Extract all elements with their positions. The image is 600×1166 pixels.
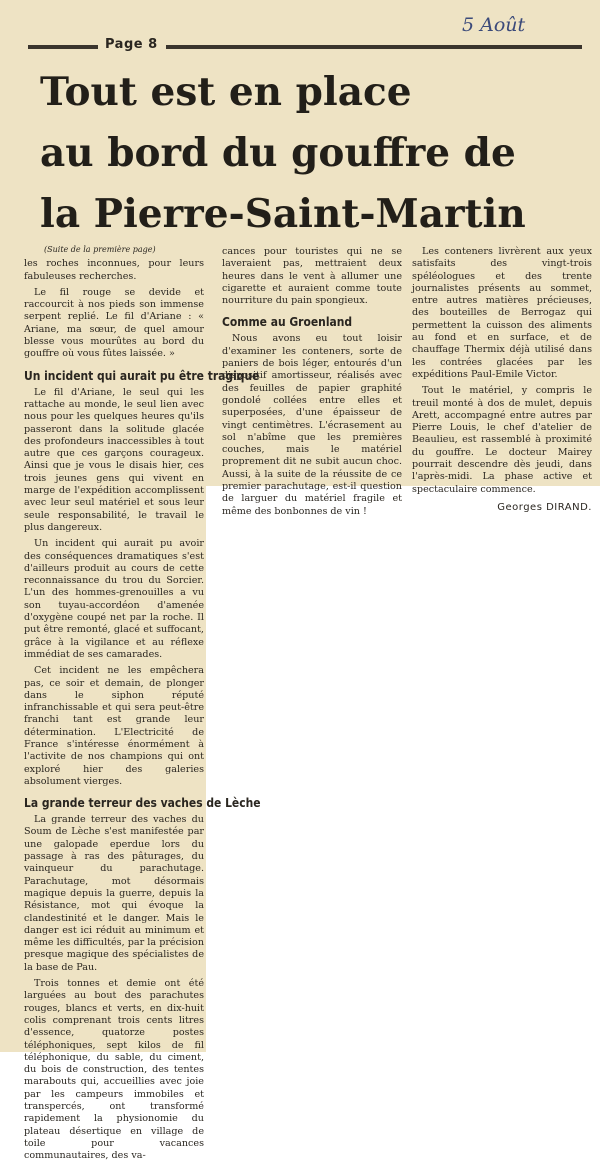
headline-line-2: au bord du gouffre de bbox=[40, 130, 516, 176]
paragraph: Cet incident ne les empêchera pas, ce soir et demain, de plonger dans le siphon réputé infranchissable et qui sera peut-être franchi tant est grande leur détermination. L'Electricité de France s'intéresse énormément à l'activite de nos champions qui ont exploré hier des galeries absolument vierges. bbox=[24, 665, 204, 787]
headline-line-3: la Pierre-Saint-Martin bbox=[40, 191, 526, 237]
paragraph: Nous avons eu tout loisir d'examiner les conteners, sorte de paniers de bois léger, entourés d'un dispositif amortisseur, réalisés avec des feuilles de papier graphité gondolé collées entre elles et superposées, d'une épaisseur de vingt centimètres. L'écrasement au sol n'abîme que les premières couches, mais le matériel proprement dit ne subit aucun choc. Aussi, à la suite de la réussite de ce premier parachutage, est-il question de larguer du matériel fragile et même des bonbonnes de vin ! bbox=[222, 333, 402, 517]
paragraph: Le fil d'Ariane, le seul qui les rattache au monde, le seul lien avec nous pour les quelques heures qu'ils passeront dans la solitude glacée des profondeurs inaccessibles à tout autre que ces garçons courageux. Ainsi que je vous le disais hier, ces trois jeunes gens qui vivent en marge de l'expédition accomplissent avec leur seul matériel et sous leur seule responsabilité, le travail le plus dangereux. bbox=[24, 386, 204, 533]
paragraph: cances pour touristes qui ne se laveraient pas, mettraient deux heures dans le vent à allumer une cigarette et auraient comme toute nourriture du pain spongieux. bbox=[222, 246, 402, 307]
headline-line-1: Tout est en place bbox=[40, 69, 412, 115]
byline: Georges DIRAND. bbox=[497, 501, 592, 513]
header-rule-right bbox=[166, 45, 582, 49]
continuation-note: (Suite de la première page) bbox=[44, 245, 156, 254]
subheading: Un incident qui aurait pu être tragique bbox=[24, 367, 260, 383]
paragraph: La grande terreur des vaches du Soum de Lèche s'est manifestée par une galopade eperdue lors du passage à ras des pâturages, du vainqueur du parachutage. Parachutage, mot désormais magique depuis la guerre, depuis la Résistance, mot qui évoque la clandestinité et le danger. Mais le danger est ici réduit au minimum et même les difficultés, par la précision presque magique des spécialistes de la base de Pau. bbox=[24, 814, 204, 973]
article-column-3 bbox=[412, 246, 592, 514]
header-rule-left bbox=[28, 45, 98, 49]
article-column-2 bbox=[222, 246, 402, 522]
subheading: La grande terreur des vaches de Lèche bbox=[24, 795, 261, 811]
paragraph: Un incident qui aurait pu avoir des conséquences dramatiques s'est d'ailleurs produit au cours de cette reconnaissance du trou du Sorcier. L'un des hommes-grenouilles a vu son tuyau-accordéon d'amenée d'oxygène coupé net par la roche. Il put être remonté, glacé et suffocant, grâce à la vigilance et au réflexe immédiat de ses camarades. bbox=[24, 538, 204, 660]
headline bbox=[40, 62, 600, 245]
handwritten-date: 5 Août bbox=[462, 14, 526, 36]
paragraph: Le fil rouge se devide et raccourcit à nos pieds son immense serpent replié. Le fil d'Ariane : « Ariane, ma sœur, de quel amour blesse vous mourûtes au bord du gouffre où vous fûtes laissée. » bbox=[24, 286, 204, 360]
paragraph: les roches inconnues, pour leurs fabuleuses recherches. bbox=[24, 258, 204, 282]
subheading: Comme au Groenland bbox=[222, 314, 353, 330]
paragraph: Trois tonnes et demie ont été larguées au bout des parachutes rouges, blancs et verts, en dix-huit colis comprenant trois cents litres d'essence, quatorze postes téléphoniques, sept kilos de fil téléphonique, du sable, du ciment, du bois de construction, des tentes marabouts qui, accueillies avec joie par les campeurs immobiles et transpercés, ont transformé rapidement la physionomie du plateau désertique en village de toile pour vacances communautaires, des va- bbox=[24, 978, 204, 1162]
paragraph: Tout le matériel, y compris le treuil monté à dos de mulet, depuis Arett, accompagné entre autres par Pierre Louis, le chef d'atelier de Beaulieu, est rassemblé à proximité du gouffre. Le docteur Mairey pourrait descendre dès jeudi, dans l'après-midi. La phase active et spectaculaire commence. bbox=[412, 385, 592, 495]
article-column-1 bbox=[24, 244, 261, 1166]
page-number: Page 8 bbox=[105, 37, 158, 52]
paragraph: Les conteners livrèrent aux yeux satisfaits des vingt-trois spéléologues et des trente journalistes présents au sommet, entre autres matières précieuses, des bouteilles de Berrogaz qui permettent la cuisson des aliments au fond et en surface, et de chauffage Thermix déjà utilisé dans les contrées glacées par les expéditions Paul-Emile Victor. bbox=[412, 246, 592, 380]
